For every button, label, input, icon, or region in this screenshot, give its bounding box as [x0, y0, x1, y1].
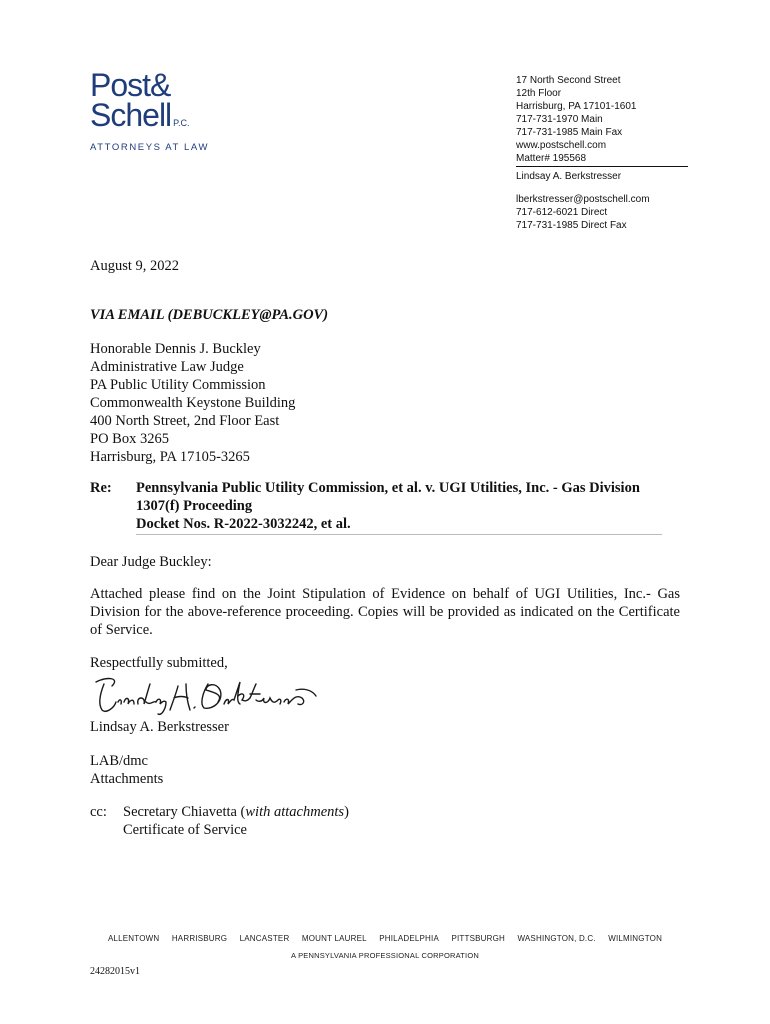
logo-line-schell [90, 97, 220, 138]
firm-main-phone: 717-731-1970 Main [516, 114, 603, 125]
re-underline [136, 534, 662, 535]
office-location: PHILADELPHIA [379, 934, 439, 943]
cc-recipient: Certificate of Service [123, 822, 247, 838]
typist-initials: LAB/dmc [90, 753, 148, 769]
re-line: Docket Nos. R-2022-3032242, et al. [136, 516, 351, 532]
addressee-line: Commonwealth Keystone Building [90, 395, 296, 411]
contact-gap [516, 183, 688, 193]
enclosures-note: Attachments [90, 771, 164, 787]
firm-street: 17 North Second Street [516, 75, 621, 86]
office-location: WASHINGTON, D.C. [517, 934, 596, 943]
body-paragraph: Attached please find on the Joint Stipulation of Evidence on behalf of UGI Utilities, Inc.- Gas Division for the above-reference proceeding. Copies will be provided as indicated on the Certificate of Service. [90, 586, 680, 638]
addressee-line: Honorable Dennis J. Buckley [90, 341, 261, 357]
handwritten-signature [90, 672, 330, 718]
addressee-line: Administrative Law Judge [90, 359, 244, 375]
attorney-direct-phone: 717-612-6021 Direct [516, 207, 608, 218]
cc-label: cc: [90, 804, 107, 820]
delivery-method: VIA EMAIL (DEBUCKLEY@PA.GOV) [90, 307, 329, 323]
firm-city: Harrisburg, PA 17101-1601 [516, 101, 637, 112]
cc-list [123, 803, 349, 839]
letter-date: August 9, 2022 [90, 258, 180, 274]
re-line: 1307(f) Proceeding [136, 498, 253, 514]
office-location: HARRISBURG [171, 934, 228, 943]
salutation: Dear Judge Buckley: [90, 554, 212, 570]
office-location: LANCASTER [239, 934, 290, 943]
re-label: Re: [90, 480, 112, 496]
initials-block [90, 752, 163, 788]
cc-recipient [123, 803, 349, 821]
office-location: WILMINGTON [608, 934, 663, 943]
office-location: MOUNT LAUREL [301, 934, 367, 943]
cc-recipient-text: Secretary Chiavetta ( [123, 804, 246, 820]
firm-floor: 12th Floor [516, 88, 562, 99]
addressee-line: Harrisburg, PA 17105-3265 [90, 449, 250, 465]
matter-number: Matter# 195568 [516, 152, 688, 167]
cc-attachments-note: with attachments [245, 804, 345, 820]
firm-contact-block [516, 74, 688, 232]
document-id: 24282015v1 [90, 966, 140, 977]
firm-website[interactable]: www.postschell.com [516, 140, 607, 151]
attorney-direct-fax: 717-731-1985 Direct Fax [516, 220, 627, 231]
office-location: PITTSBURGH [451, 934, 505, 943]
corporation-note: A PENNSYLVANIA PROFESSIONAL CORPORATION [291, 951, 479, 960]
office-locations [0, 934, 770, 943]
attorney-name: Lindsay A. Berkstresser [516, 171, 622, 182]
logo-pc: P.C. [173, 118, 190, 128]
cc-recipient-close: ) [344, 804, 349, 820]
attorney-email[interactable]: lberkstresser@postschell.com [516, 194, 650, 205]
signer-name: Lindsay A. Berkstresser [90, 719, 229, 735]
addressee-line: PO Box 3265 [90, 431, 169, 447]
addressee-block [90, 340, 295, 466]
addressee-line: 400 North Street, 2nd Floor East [90, 413, 280, 429]
logo-schell-text: Schell [90, 97, 172, 133]
logo-line-post: Post& [90, 67, 171, 103]
addressee-line: PA Public Utility Commission [90, 377, 266, 393]
firm-main-fax: 717-731-1985 Main Fax [516, 127, 623, 138]
re-line: Pennsylvania Public Utility Commission, et al. v. UGI Utilities, Inc. - Gas Division [136, 480, 640, 496]
re-subject [136, 479, 676, 533]
logo-tagline: ATTORNEYS AT LAW [90, 142, 210, 153]
firm-logo [90, 67, 220, 153]
closing: Respectfully submitted, [90, 655, 228, 671]
office-location: ALLENTOWN [107, 934, 160, 943]
